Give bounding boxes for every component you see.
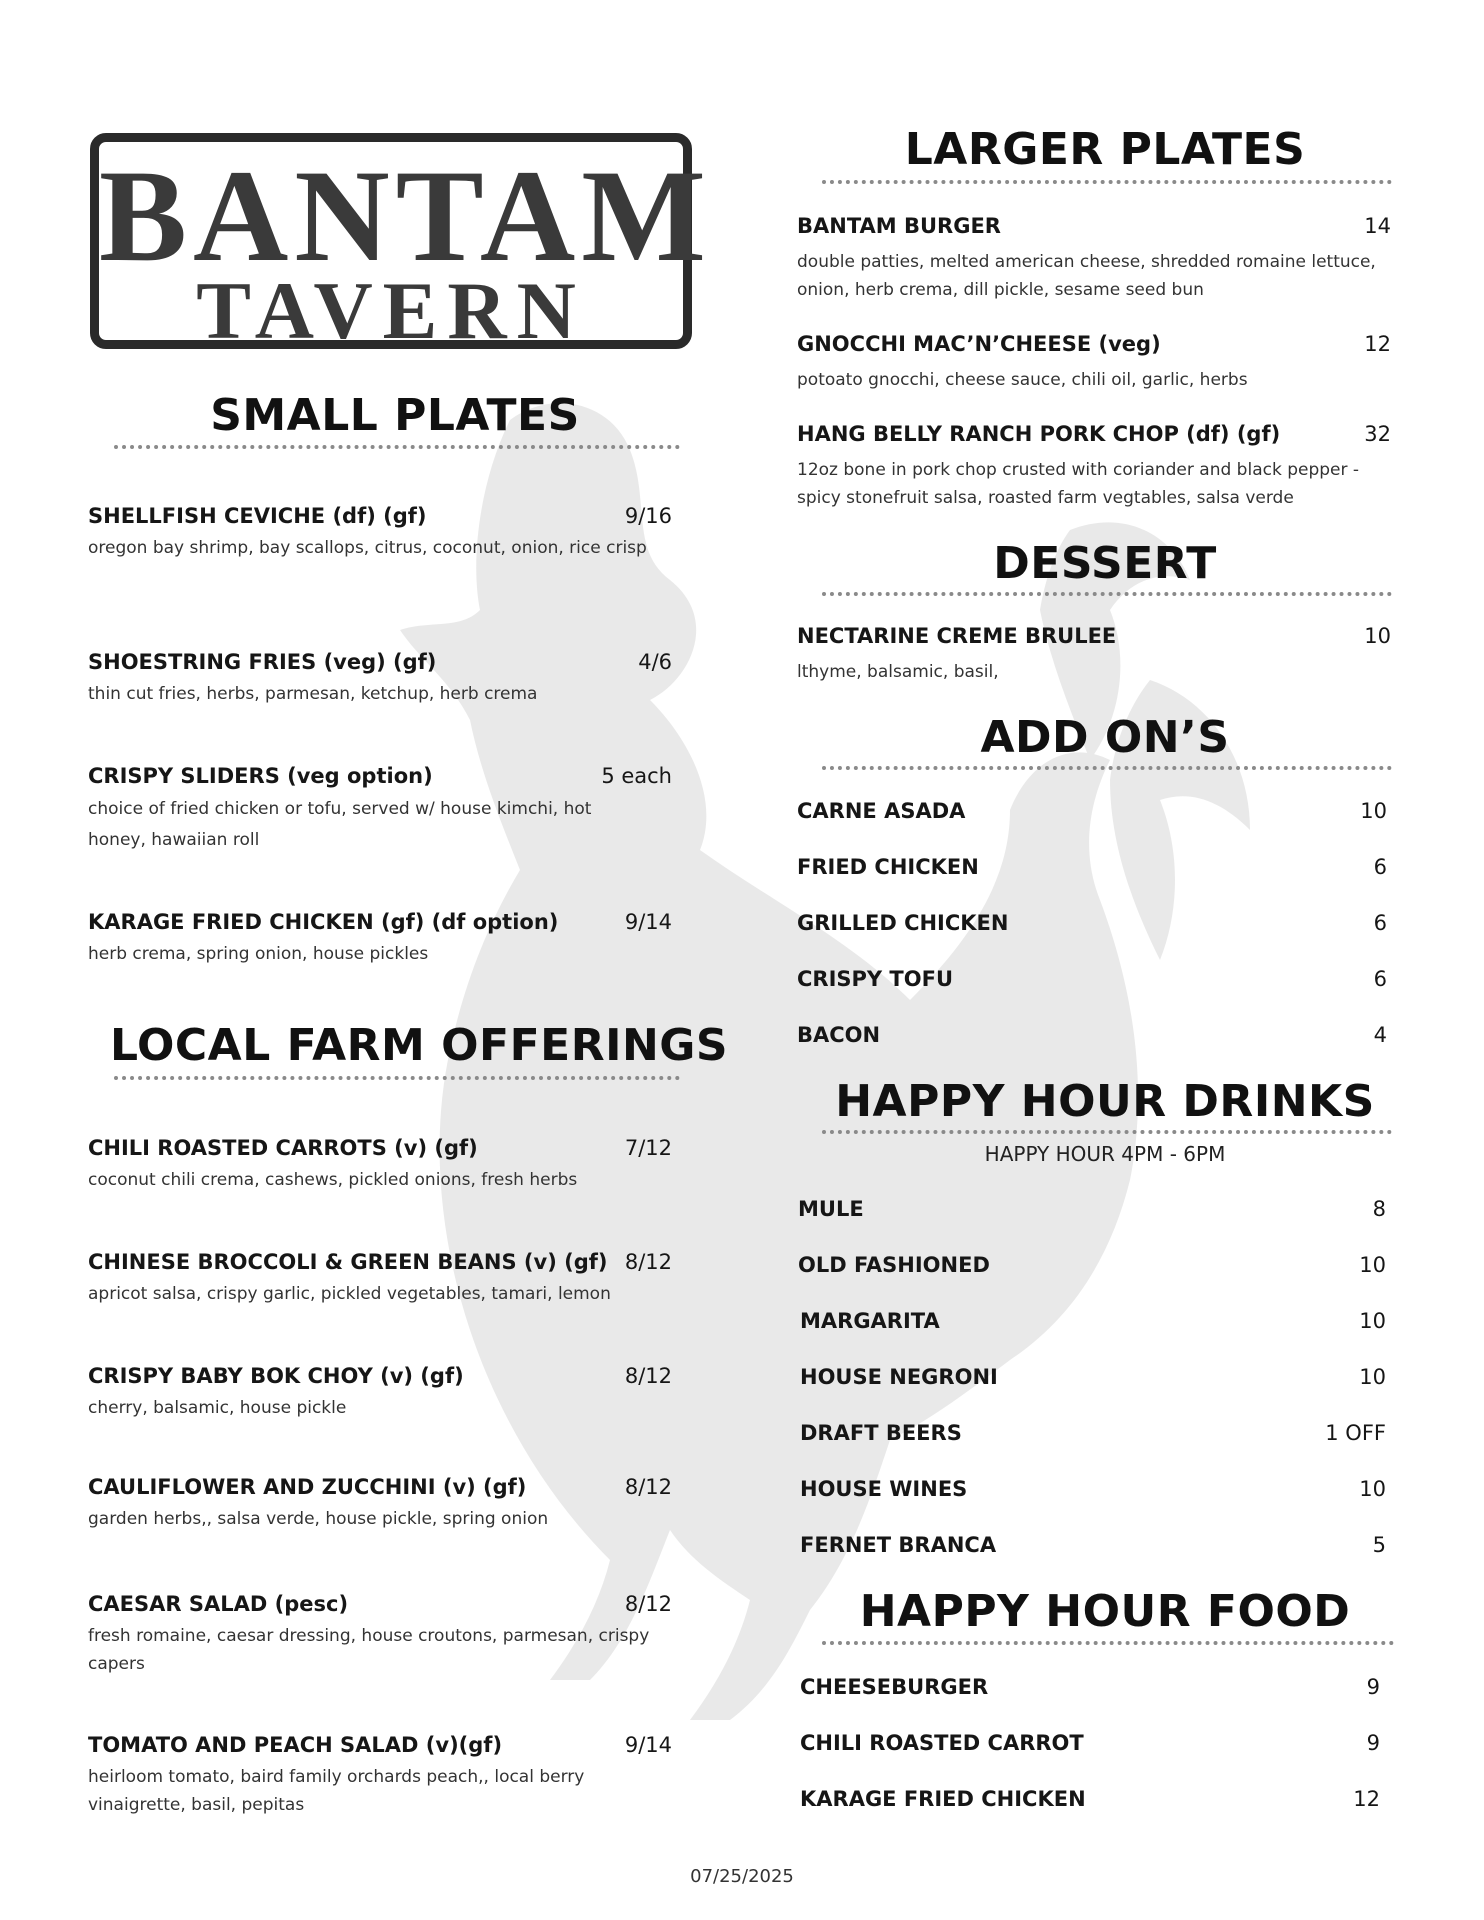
happy-hour-drinks-rule [822,1130,1392,1134]
item-price: 10 [1364,624,1391,648]
item-name: HANG BELLY RANCH PORK CHOP (df) (gf) [797,422,1281,446]
menu-item [88,650,672,708]
bantam-tavern-logo [90,133,712,356]
item-name: HOUSE WINES [800,1477,968,1501]
item-name: CAULIFLOWER AND ZUCCHINI (v) (gf) [88,1475,527,1499]
item-price: 9 [1366,1675,1380,1699]
menu-item [800,1533,1386,1561]
item-price: 9/16 [624,504,672,528]
menu-item [88,764,672,856]
item-name: HOUSE NEGRONI [800,1365,998,1389]
item-name: GNOCCHI MAC’N’CHEESE (veg) [797,332,1161,356]
item-description: herb crema, spring onion, house pickles [88,944,429,964]
item-price: 10 [1359,1253,1386,1277]
menu-item [88,910,672,968]
item-name: TOMATO AND PEACH SALAD (v)(gf) [88,1733,503,1757]
item-price: 6 [1373,911,1387,935]
item-description: choice of fried chicken or tofu, served w/ house kimchi, hot honey, hawaiian roll [88,799,592,850]
menu-item [798,1253,1386,1281]
item-price: 5 [1372,1533,1386,1557]
item-price: 8 [1372,1197,1386,1221]
item-price: 4 [1373,1023,1387,1047]
menu-item [797,911,1387,939]
menu-item [88,1592,672,1678]
item-description: double patties, melted american cheese, shredded romaine lettuce, onion, herb crema, dill pickle, sesame seed bun [797,252,1376,300]
item-name: SHOESTRING FRIES (veg) (gf) [88,650,437,674]
menu-item [800,1787,1380,1815]
item-name: CRISPY TOFU [797,967,954,991]
menu-item [88,1250,672,1308]
happy-hour-food-title: HAPPY HOUR FOOD [859,1586,1351,1637]
item-name: FRIED CHICKEN [797,855,979,879]
menu-item [88,504,672,562]
item-name: OLD FASHIONED [798,1253,990,1277]
item-price: 9 [1366,1731,1380,1755]
happy-hour-food-rule [822,1641,1394,1645]
menu-item [798,1197,1386,1225]
item-name: SHELLFISH CEVICHE (df) (gf) [88,504,427,528]
small-plates-title: SMALL PLATES [210,390,580,441]
menu-item [797,624,1391,686]
item-price: 12 [1364,332,1391,356]
item-price: 8/12 [624,1475,672,1499]
item-price: 12 [1353,1787,1380,1811]
menu-item [797,422,1391,512]
item-name: BANTAM BURGER [797,214,1001,238]
item-price: 7/12 [624,1136,672,1160]
local-farm-rule [114,1076,680,1080]
item-name: CAESAR SALAD (pesc) [88,1592,349,1616]
menu-item [800,1675,1380,1703]
item-price: 9/14 [624,1733,672,1757]
logo-line-1: BANTAM [99,142,712,289]
menu-item [797,967,1387,995]
item-name: CHEESEBURGER [800,1675,989,1699]
dessert-title: DESSERT [993,538,1217,589]
item-name: KARAGE FRIED CHICKEN [800,1787,1086,1811]
item-description: apricot salsa, crispy garlic, pickled vegetables, tamari, lemon [88,1284,611,1304]
item-description: thin cut fries, herbs, parmesan, ketchup, herb crema [88,684,538,704]
item-price: 10 [1360,799,1387,823]
menu-item [88,1475,672,1533]
item-price: 6 [1373,967,1387,991]
menu-item [800,1731,1380,1759]
local-farm-title: LOCAL FARM OFFERINGS [110,1020,729,1071]
item-name: NECTARINE CREME BRULEE [797,624,1117,648]
item-name: CRISPY SLIDERS (veg option) [88,764,433,788]
menu-item [797,214,1391,304]
item-price: 9/14 [624,910,672,934]
item-name: CHILI ROASTED CARROT [800,1731,1084,1755]
happy-hour-time-note: HAPPY HOUR 4PM - 6PM [984,1142,1226,1166]
item-price: 10 [1359,1477,1386,1501]
item-description: potoato gnocchi, cheese sauce, chili oil, garlic, herbs [797,370,1248,390]
item-price: 8/12 [624,1364,672,1388]
larger-plates-title: LARGER PLATES [904,124,1306,175]
menu-item [797,855,1387,883]
menu-item [88,1136,672,1194]
dessert-rule [822,592,1392,596]
item-name: KARAGE FRIED CHICKEN (gf) (df option) [88,910,559,934]
menu-item [800,1309,1386,1337]
item-name: CARNE ASADA [797,799,966,823]
small-plates-rule [114,445,680,449]
item-description: heirloom tomato, baird family orchards peach,, local berry vinaigrette, basil, pepitas [88,1767,585,1815]
item-description: oregon bay shrimp, bay scallops, citrus, coconut, onion, rice crisp [88,538,647,558]
logo-line-2: TAVERN [196,265,586,356]
add-ons-title: ADD ON’S [980,712,1230,763]
item-price: 32 [1364,422,1391,446]
item-name: BACON [797,1023,881,1047]
menu-item [797,332,1391,394]
menu-item [88,1364,672,1422]
item-price: 10 [1359,1309,1386,1333]
item-name: CHILI ROASTED CARROTS (v) (gf) [88,1136,478,1160]
item-price: 4/6 [638,650,672,674]
larger-plates-rule [822,180,1392,184]
item-description: fresh romaine, caesar dressing, house croutons, parmesan, crispy capers [88,1626,650,1674]
item-name: MULE [798,1197,864,1221]
menu-item [800,1365,1386,1393]
menu-item [797,1023,1387,1051]
item-description: lthyme, balsamic, basil, [797,662,999,682]
item-name: DRAFT BEERS [800,1421,962,1445]
item-name: CRISPY BABY BOK CHOY (v) (gf) [88,1364,464,1388]
item-name: GRILLED CHICKEN [797,911,1009,935]
item-description: cherry, balsamic, house pickle [88,1398,347,1418]
item-price: 8/12 [624,1592,672,1616]
add-ons-rule [822,766,1392,770]
item-description: 12oz bone in pork chop crusted with coriander and black pepper - spicy stonefruit salsa, roasted farm vegtables, salsa verde [797,460,1360,508]
menu-item [800,1477,1386,1505]
item-description: coconut chili crema, cashews, pickled onions, fresh herbs [88,1170,578,1190]
menu-item [797,799,1387,827]
item-price: 1 OFF [1325,1421,1386,1445]
item-price: 14 [1364,214,1391,238]
happy-hour-drinks-title: HAPPY HOUR DRINKS [835,1076,1375,1127]
item-name: FERNET BRANCA [800,1533,997,1557]
item-description: garden herbs,, salsa verde, house pickle, spring onion [88,1509,549,1529]
item-name: CHINESE BROCCOLI & GREEN BEANS (v) (gf) [88,1250,608,1274]
item-name: MARGARITA [800,1309,940,1333]
item-price: 5 each [601,764,672,788]
menu-item [88,1733,672,1819]
item-price: 6 [1373,855,1387,879]
item-price: 10 [1359,1365,1386,1389]
item-price: 8/12 [624,1250,672,1274]
menu-date: 07/25/2025 [690,1866,794,1887]
menu-item [800,1421,1386,1449]
